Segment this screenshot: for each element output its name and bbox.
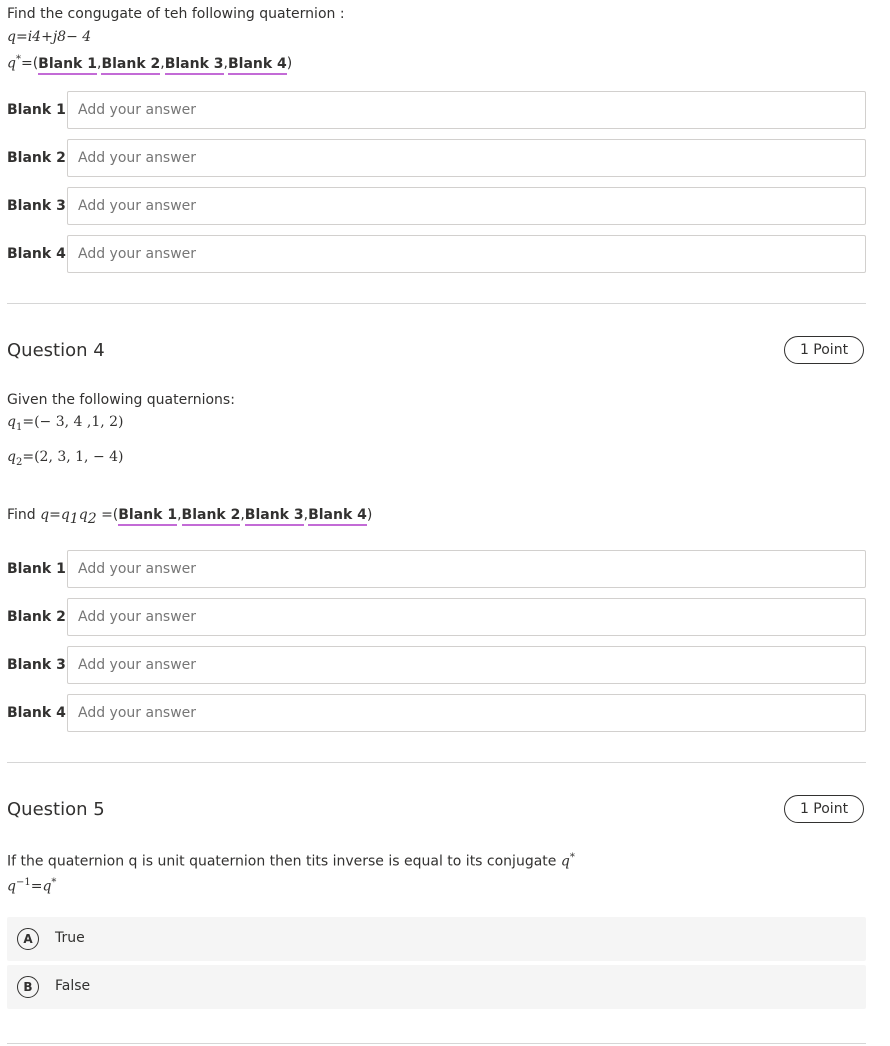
q5-eq-star: * bbox=[51, 877, 57, 888]
q3-conj-star: * bbox=[15, 54, 21, 65]
blank-label: Blank 1 bbox=[7, 102, 66, 118]
q4-sep: , bbox=[177, 507, 182, 523]
q4-blank-ref-2[interactable]: Blank 2 bbox=[182, 507, 241, 526]
q3-eq-equals: = bbox=[15, 29, 28, 45]
q4-find-q: q bbox=[78, 507, 88, 523]
q3-sep: , bbox=[96, 55, 102, 72]
q4-blank-ref-1[interactable]: Blank 1 bbox=[118, 507, 177, 526]
q5-equation bbox=[7, 877, 56, 895]
blank-label: Blank 3 bbox=[7, 657, 66, 673]
q4-blank-row-2 bbox=[7, 598, 866, 636]
q4-points-badge: 1 Point bbox=[784, 336, 864, 364]
q3-blank-row-2 bbox=[7, 139, 866, 177]
q3-sep: , bbox=[223, 55, 228, 72]
q3-conj-var: q bbox=[7, 55, 16, 72]
question-divider bbox=[7, 762, 866, 763]
q5-prompt-var: q bbox=[560, 853, 570, 870]
q4-find-sub2: 2 bbox=[87, 510, 97, 527]
q3-blank-ref-1[interactable]: Blank 1 bbox=[38, 56, 97, 75]
choice-text: False bbox=[55, 978, 91, 994]
q4-q1-var: q bbox=[7, 414, 16, 430]
blank-label: Blank 3 bbox=[7, 198, 66, 214]
choice-letter-badge: B bbox=[17, 976, 39, 998]
q4-q2-equation bbox=[7, 449, 124, 468]
q5-prompt-star: * bbox=[569, 852, 575, 863]
q4-find-word: Find bbox=[7, 507, 36, 523]
blank-label: Blank 4 bbox=[7, 246, 66, 262]
q5-choice-b[interactable] bbox=[7, 965, 866, 1009]
q4-title: Question 4 bbox=[7, 340, 105, 361]
q4-prompt: Given the following quaternions: bbox=[7, 392, 235, 408]
q3-equation bbox=[7, 29, 91, 45]
q4-blank-ref-4[interactable]: Blank 4 bbox=[308, 507, 367, 526]
q4-q2-var: q bbox=[7, 449, 16, 465]
q3-blank-3-input[interactable] bbox=[67, 187, 866, 225]
q3-blank-ref-4[interactable]: Blank 4 bbox=[228, 56, 287, 75]
q4-q1-sub: 1 bbox=[15, 421, 23, 433]
q3-blank-row-4 bbox=[7, 235, 866, 273]
q3-blank-ref-2[interactable]: Blank 2 bbox=[101, 56, 160, 75]
q4-find-lhs: q=q bbox=[40, 507, 70, 523]
blank-label: Blank 2 bbox=[7, 609, 66, 625]
q3-prompt: Find the congugate of teh following quaternion : bbox=[7, 6, 345, 22]
q3-eq-var: q bbox=[7, 29, 16, 45]
q4-q1-rhs: =(− 3, 4 ,1, 2) bbox=[22, 414, 124, 430]
q4-find-line bbox=[7, 507, 372, 527]
q4-q2-sub: 2 bbox=[15, 456, 23, 468]
q4-blank-1-input[interactable] bbox=[67, 550, 866, 588]
q3-sep: , bbox=[160, 55, 165, 72]
blank-label: Blank 4 bbox=[7, 705, 66, 721]
blank-label: Blank 1 bbox=[7, 561, 66, 577]
q3-eq-rhs: i4+j8− 4 bbox=[27, 29, 92, 45]
q4-find-open: =( bbox=[101, 507, 119, 523]
question-divider bbox=[7, 1043, 866, 1044]
q5-prompt: If the quaternion q is unit quaternion then tits inverse is equal to its conjugate bbox=[7, 853, 557, 870]
q3-blank-row-3 bbox=[7, 187, 866, 225]
q5-title: Question 5 bbox=[7, 799, 105, 820]
q5-eq-sup: −1 bbox=[15, 877, 31, 888]
q3-conj-close: ) bbox=[286, 55, 293, 72]
blank-label: Blank 2 bbox=[7, 150, 66, 166]
choice-letter-badge: A bbox=[17, 928, 39, 950]
q3-blank-4-input[interactable] bbox=[67, 235, 866, 273]
q4-sep: , bbox=[240, 507, 245, 523]
q4-blank-4-input[interactable] bbox=[67, 694, 866, 732]
q4-blank-ref-3[interactable]: Blank 3 bbox=[245, 507, 304, 526]
q3-blank-row-1 bbox=[7, 91, 866, 129]
q3-blank-ref-3[interactable]: Blank 3 bbox=[165, 56, 224, 75]
question-divider bbox=[7, 303, 866, 304]
q4-blank-3-input[interactable] bbox=[67, 646, 866, 684]
q4-blank-row-3 bbox=[7, 646, 866, 684]
q5-choice-a[interactable] bbox=[7, 917, 866, 961]
q4-sep: , bbox=[303, 507, 309, 523]
q5-points-badge: 1 Point bbox=[784, 795, 864, 823]
q4-q2-rhs: =(2, 3, 1, − 4) bbox=[22, 449, 124, 465]
q4-find-sub1: 1 bbox=[69, 510, 79, 527]
q3-blank-1-input[interactable] bbox=[67, 91, 866, 129]
q4-blank-row-1 bbox=[7, 550, 866, 588]
q5-prompt-line bbox=[7, 852, 575, 870]
q3-blank-2-input[interactable] bbox=[67, 139, 866, 177]
q4-find-close: ) bbox=[366, 507, 373, 523]
q5-eq-rhs: =q bbox=[30, 878, 52, 895]
q4-blank-row-4 bbox=[7, 694, 866, 732]
q4-q1-equation bbox=[7, 414, 124, 433]
q3-conjugate-line bbox=[7, 54, 292, 72]
choice-text: True bbox=[55, 930, 85, 946]
q4-blank-2-input[interactable] bbox=[67, 598, 866, 636]
q5-eq-var: q bbox=[7, 878, 16, 895]
q3-conj-open: =( bbox=[20, 55, 39, 72]
